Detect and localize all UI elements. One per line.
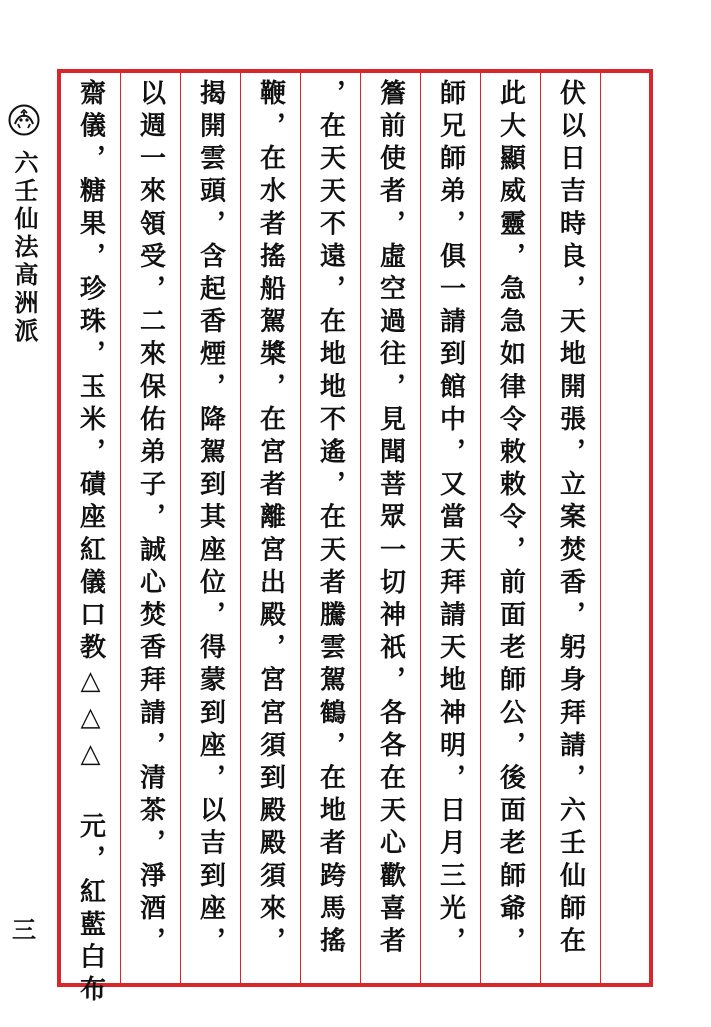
text-column-2	[481, 73, 541, 983]
text-frame	[57, 69, 653, 1008]
text-column-3	[421, 73, 481, 983]
column-text: 齋儀，糖果，珍珠，玉米，磧座紅儀口教△△△ 元，紅藍白布	[75, 79, 106, 1008]
column-text: 簷前使者，虛空過往，見聞菩眾一切神祇，各各在天心歡喜者	[375, 79, 406, 960]
column-text: ，在天天不遠，在地地不遙，在天者騰雲駕鶴，在地者跨馬搖	[315, 79, 346, 960]
text-column-4	[361, 73, 421, 983]
text-column-9	[61, 73, 121, 1008]
column-text: 以週一來領受，二來保佑弟子，誠心焚香拜請，清茶，淨酒，	[135, 79, 166, 960]
text-column-8	[121, 73, 181, 983]
text-column-7	[181, 73, 241, 983]
column-text: 鞭，在水者搖船駕槳，在宮者離宮出殿，宮宮須到殿殿須來，	[255, 79, 286, 960]
column-text: 伏以日吉時良，天地開張，立案焚香，躬身拜請，六壬仙師在	[555, 79, 586, 960]
column-text: 師兄師弟，俱一請到館中，又當天拜請天地神明，日月三光，	[435, 79, 466, 960]
column-text: 此大顯威靈，急急如律令敕敕令，前面老師公，後面老師爺，	[495, 79, 526, 960]
text-column-5	[301, 73, 361, 983]
empty-column	[601, 73, 649, 983]
column-text: 揭開雲頭，含起香煙，降駕到其座位，得蒙到座，以吉到座，	[195, 79, 226, 960]
text-column-6	[241, 73, 301, 983]
text-column-1	[541, 73, 601, 983]
school-seal-icon	[8, 104, 40, 136]
document-title: 六壬仙法高洲派	[10, 150, 39, 346]
page-number: 三	[12, 915, 36, 944]
